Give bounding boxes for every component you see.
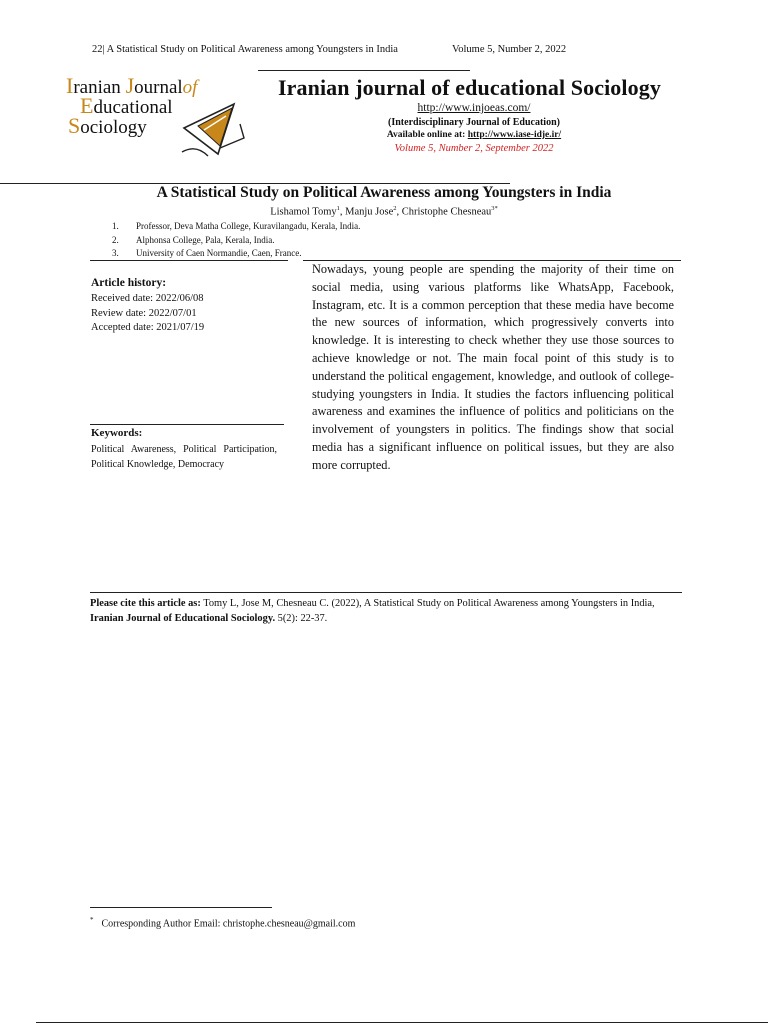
- abstract-text: Nowadays, young people are spending the majority of their time on social media, using various platforms like WhatsApp, Facebook, Instagram, etc. It is a common perception that these media have become the new sources of information, which progressively converts into knowledge. It is interesting to check whether they use those sources to achieve knowledge or not. The main focal point of this study is to understand the political engagement, knowledge, and outlook of college-studying youngsters in India. It studies the factors influencing political awareness and examines the influence of politics and politicians on the involvement of youngsters in politics. The findings show that social media has a significant influence on political issues, but they are also more corrupted.: [312, 262, 674, 472]
- journal-volume: Volume 5, Number 2, September 2022: [394, 143, 554, 154]
- footnote: [90, 916, 355, 929]
- logo-line-2: Educational: [80, 93, 173, 118]
- journal-url-link[interactable]: http://www.injoeas.com/: [417, 102, 531, 114]
- history-top-rule: [90, 260, 288, 261]
- author-name: Manju Jose: [345, 206, 394, 218]
- footnote-rule: [90, 907, 272, 908]
- logo-line-3: Sociology: [68, 113, 147, 138]
- running-head-title: 22| A Statistical Study on Political Awareness among Youngsters in India: [92, 44, 398, 55]
- journal-subtitle: (Interdisciplinary Journal of Education): [388, 117, 560, 128]
- citation-label: Please cite this article as:: [90, 598, 201, 609]
- affiliation-item: 2. Alphonsa College, Pala, Kerala, India.: [112, 235, 275, 245]
- journal-logo: [66, 74, 262, 160]
- corresponding-email: Corresponding Author Email: christophe.chesneau@gmail.com: [101, 918, 356, 930]
- author-name: Lishamol Tomy: [270, 206, 337, 218]
- keywords-list: Political Awareness, Political Participation, Political Knowledge, Democracy: [91, 444, 277, 471]
- paper-title: A Statistical Study on Political Awareness among Youngsters in India: [156, 184, 612, 201]
- affiliation-item: 1. Professor, Deva Matha College, Kuravilangadu, Kerala, India.: [112, 221, 361, 231]
- review-date: Review date: 2022/07/01: [91, 308, 197, 319]
- citation-rule: [90, 592, 682, 593]
- logo-line-1: Iranian Journalof: [66, 73, 198, 98]
- author-list: Lishamol Tomy$^1$, Manju Jose$^2$, Christophe Chesneau$^{3*}$: [270, 205, 498, 218]
- citation-block: Please cite this article as: Tomy L, Jose M, Chesneau C. (2022), A Statistical Study on Political Awareness among Youngsters in India, Iranian Journal of Educational Sociology. 5(2): 22-37.: [90, 598, 655, 624]
- accepted-date: Accepted date: 2021/07/19: [91, 322, 205, 333]
- available-online: [346, 130, 602, 140]
- available-label: Available online at:: [386, 130, 468, 140]
- keywords-rule: [90, 424, 284, 425]
- received-date: Received date: 2022/06/08: [91, 293, 204, 304]
- header-rule: [258, 70, 470, 71]
- author-name: Christophe Chesneau: [401, 206, 492, 218]
- keywords-heading: Keywords:: [91, 427, 143, 439]
- running-head-volume: Volume 5, Number 2, 2022: [452, 44, 567, 55]
- affiliation-item: 3. University of Caen Normandie, Caen, France.: [112, 248, 302, 258]
- journal-title: Iranian journal of educational Sociology: [278, 75, 661, 100]
- citation-journal: Iranian Journal of Educational Sociology.: [90, 613, 276, 624]
- footnote-mark: *: [90, 916, 94, 924]
- pen-nib-icon: [174, 98, 254, 160]
- history-heading: Article history:: [91, 277, 167, 289]
- page-bottom-rule: [36, 1022, 768, 1023]
- available-url-link[interactable]: http://www.iase-idje.ir/: [467, 130, 562, 140]
